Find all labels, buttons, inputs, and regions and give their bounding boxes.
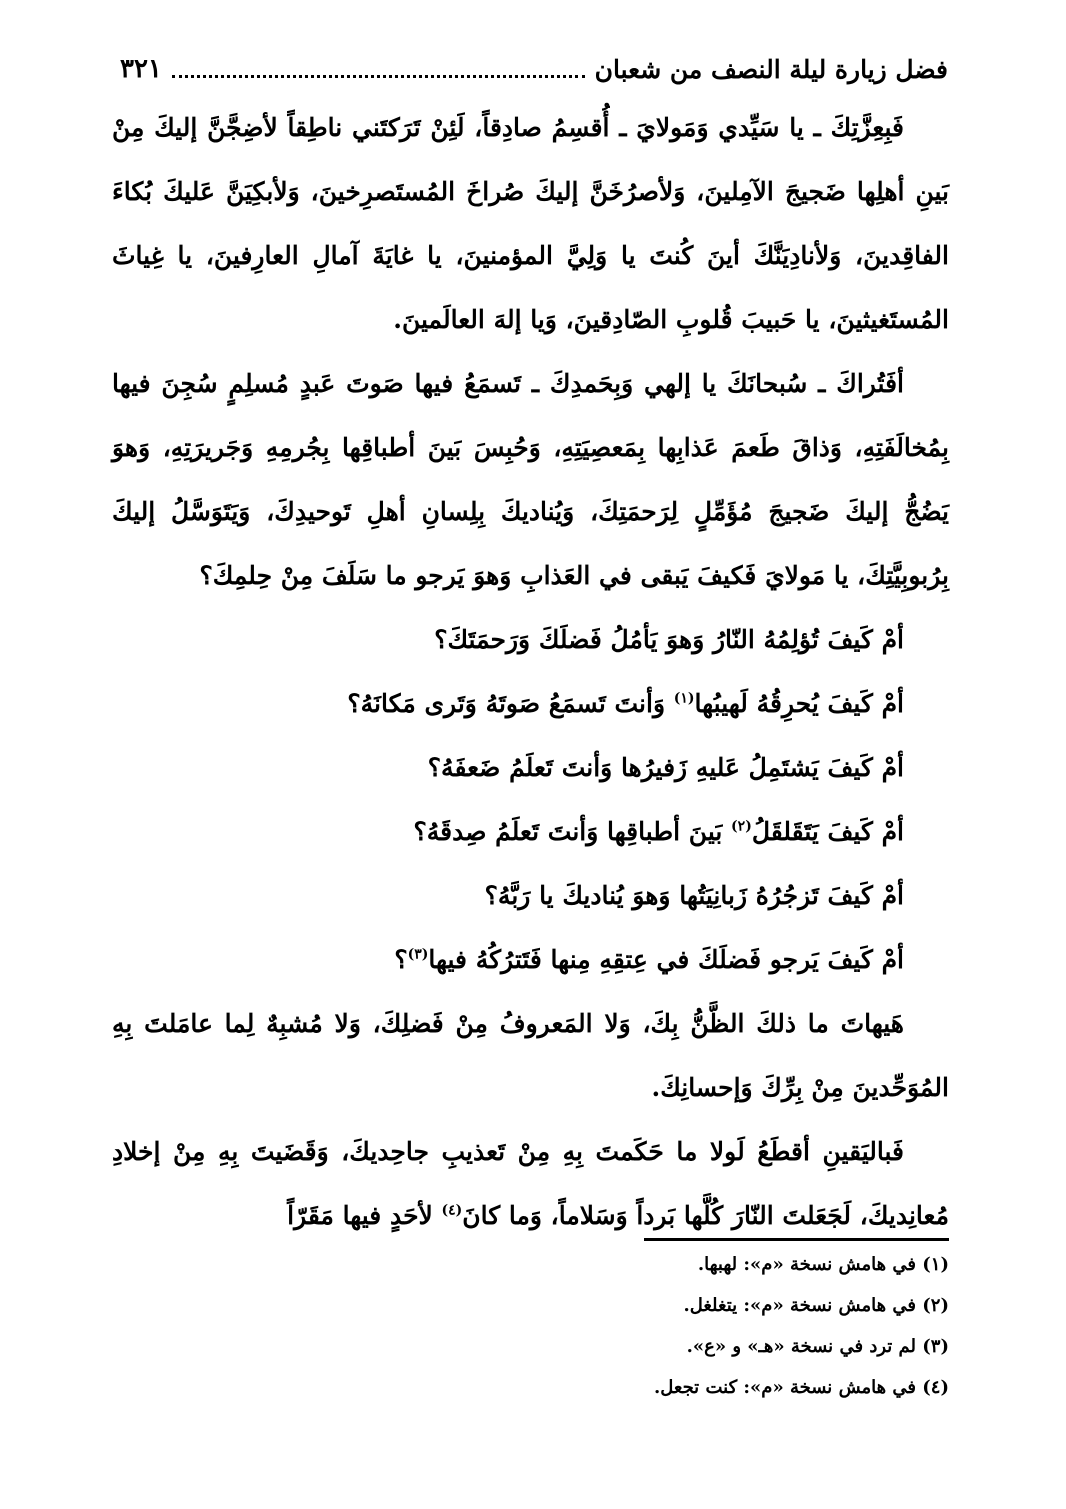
paragraph-4-text-end: لأحَدٍ فيها مَقَرّاً [287, 1201, 442, 1230]
verse-6-text-end: ؟ [394, 945, 408, 974]
footnote-ref-3: (٣) [407, 946, 429, 963]
footnote-2: (٢) في هامش نسخة «م»: يتغلغل. [683, 1295, 949, 1316]
verse-list [112, 608, 949, 992]
footnote-4: (٤) في هامش نسخة «م»: كنت تجعل. [653, 1377, 949, 1398]
verse-2 [112, 672, 904, 736]
paragraph-4-text: فَباليَقينِ أقطَعُ لَولا ما حَكَمتَ بِهِ مِنْ تَعذيبِ جاحِديكَ، وَقَضَيتَ بِهِ مِنْ إخلادِ مُعانِديكَ، لَجَعَلتَ النّارَ كُلَّها بَرداً وَسَلاماً، وَما كانَ [112, 1137, 949, 1230]
verse-3: أمْ كَيفَ يَشتَمِلُ عَليهِ زَفيرُها وَأنتَ تَعلَمُ ضَعفَهُ؟ [427, 753, 904, 782]
verse-2-text-end: وَأنتَ تَسمَعُ صَوتَهُ وَتَرى مَكانَهُ؟ [347, 689, 674, 718]
paragraph-1: فَبِعِزَّتِكَ ـ يا سَيِّدي وَمَولايَ ـ أُقسِمُ صادِقاً، لَئِنْ تَرَكتَني ناطِقاً لأضِجَّنَّ إليكَ مِنْ بَينِ أهلِها ضَجيجَ الآمِلينَ، وَلأصرُخَنَّ إليكَ صُراخَ المُستَصرِخينَ، وَلأبكِيَنَّ عَليكَ بُكاءَ الفاقِدينَ، وَلأنادِيَنَّكَ أينَ كُنتَ يا وَلِيَّ المؤمنينَ، يا غايَةَ آمالِ العارِفينَ، يا غِياثَ المُستَغيثينَ، يا حَبيبَ قُلوبِ الصّادِقينَ، وَيا إلهَ العالَمينَ. [112, 113, 949, 334]
main-text [112, 96, 949, 1248]
verse-5: أمْ كَيفَ تَزجُرُهُ زَبانِيَتُها وَهوَ يُناديكَ يا رَبَّهُ؟ [484, 881, 904, 910]
dotted-leader [172, 61, 585, 78]
paragraph-2: أفَتُراكَ ـ سُبحانَكَ يا إلهي وَبِحَمدِكَ ـ تَسمَعُ فيها صَوتَ عَبدٍ مُسلِمٍ سُجِنَ فيها بِمُخالَفَتِهِ، وَذاقَ طَعمَ عَذابِها بِمَعصِيَتِهِ، وَحُبِسَ بَينَ أطباقِها بِجُرمِهِ وَجَريرَتِهِ، وَهوَ يَضُجُّ إليكَ ضَجيجَ مُؤَمِّلٍ لِرَحمَتِكَ، وَيُناديكَ بِلِسانِ أهلِ تَوحيدِكَ، وَيَتَوَسَّلُ إليكَ بِرُبوبِيَّتِكَ، يا مَولايَ فَكيفَ يَبقى في العَذابِ وَهوَ يَرجو ما سَلَفَ مِنْ حِلمِكَ؟ [112, 369, 949, 590]
verse-4 [112, 800, 904, 864]
footnote-ref-4: (٤) [441, 1202, 463, 1219]
footnote-ref-2: (٢) [731, 818, 752, 835]
header-title: فضل زيارة ليلة النصف من شعبان [594, 54, 948, 84]
verse-4-text: أمْ كَيفَ يَتَقَلقَلُ [751, 817, 904, 846]
paragraph-4 [112, 1120, 949, 1248]
verse-1: أمْ كَيفَ تُؤلِمُهُ النّارُ وَهوَ يَأمُلُ فَضلَكَ وَرَحمَتَكَ؟ [434, 625, 904, 654]
verse-6 [112, 928, 904, 992]
footnote-3: (٣) لم ترد في نسخة «هـ» و «ع». [686, 1336, 949, 1357]
paragraph-3: هَيهاتَ ما ذلكَ الظَّنُّ بِكَ، وَلا المَعروفُ مِنْ فَضلِكَ، وَلا مُشبِهٌ لِما عامَلتَ بِهِ المُوَحِّدينَ مِنْ بِرِّكَ وَإحسانِكَ. [112, 1009, 949, 1102]
footnote-ref-1: (١) [673, 690, 695, 707]
running-header [120, 44, 948, 94]
page-number: ٣٢١ [120, 54, 162, 84]
verse-4-text-end: بَينَ أطباقِها وَأنتَ تَعلَمُ صِدقَهُ؟ [413, 817, 732, 846]
footnote-divider [644, 1238, 949, 1241]
verse-6-text: أمْ كَيفَ يَرجو فَضلَكَ في عِتقِهِ مِنها فَتَترُكُهُ فيها [428, 945, 904, 974]
verse-2-text: أمْ كَيفَ يُحرِقُهُ لَهيبُها [694, 689, 904, 718]
footnotes [112, 1244, 949, 1408]
footnote-1: (١) في هامش نسخة «م»: لهبها. [697, 1254, 949, 1275]
